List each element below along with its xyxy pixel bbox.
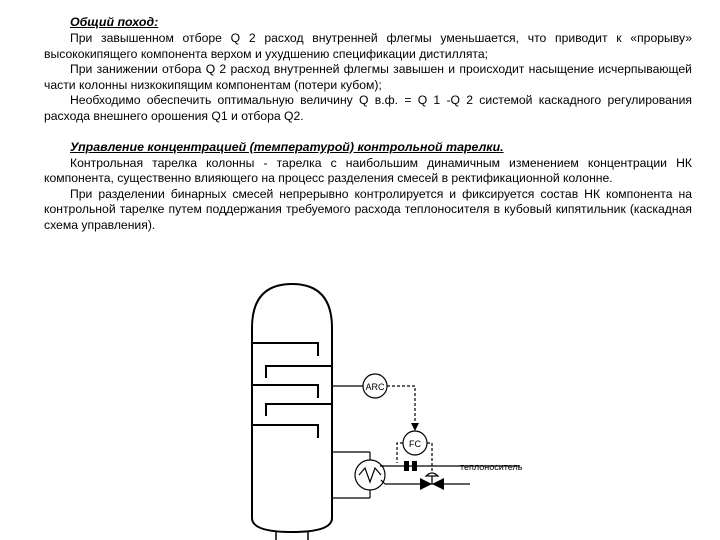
text-block [44, 14, 692, 234]
section2-heading: Управление концентрацией (температурой) контрольной тарелки. [70, 139, 504, 154]
column-shell [252, 284, 332, 532]
arc-label: ARC [365, 382, 385, 392]
fc-to-sensor-signal [397, 443, 403, 463]
column-trays [252, 343, 332, 438]
tray-2 [266, 366, 332, 378]
arc-to-fc-signal [387, 386, 415, 425]
column-control-diagram [0, 270, 720, 540]
tray-1 [252, 343, 318, 356]
section1-paragraph-1: При завышенном отборе Q 2 расход внутренней флегмы уменьшается, что приводит к «прорыву» высококипящего компонента верхом и ухудшению спецификации дистиллята; [44, 31, 692, 61]
heat-carrier-label: теплоноситель [460, 462, 523, 472]
section1-heading: Общий поход: [70, 15, 159, 29]
tray-5 [252, 425, 318, 438]
section2-paragraph-2: При разделении бинарных смесей непрерывно контролируется и фиксируется состав НК компонента на контрольной тарелке путем поддержания требуемого расхода теплоносителя в кубовый кипятильник (каскадная схема управления). [44, 186, 692, 232]
tray-3 [252, 385, 318, 398]
fc-label: FC [409, 439, 421, 449]
flow-orifice [404, 461, 409, 471]
fc-to-valve-signal [427, 443, 432, 483]
arc-to-fc-arrow [411, 423, 419, 431]
section1-paragraph-3: Необходимо обеспечить оптимальную величину Q в.ф. = Q 1 -Q 2 системой каскадного регулирования расхода внешнего орошения Q1 и отбора Q2. [44, 93, 692, 123]
control-valve [420, 473, 444, 490]
section2-paragraph-1: Контрольная тарелка колонны - тарелка с наибольшим динамичным изменением концентрации НК компонента, существенно влияющего на процесс разделения смесей в ректификационной колонне. [44, 155, 692, 186]
section1-paragraph-2: При занижении отбора Q 2 расход внутренней флегмы завышен и происходит насыщение исчерпывающей части колонны низкокипящим компонентам (потери кубом); [44, 62, 692, 92]
tray-4 [266, 404, 332, 416]
flow-orifice-2 [412, 461, 417, 471]
